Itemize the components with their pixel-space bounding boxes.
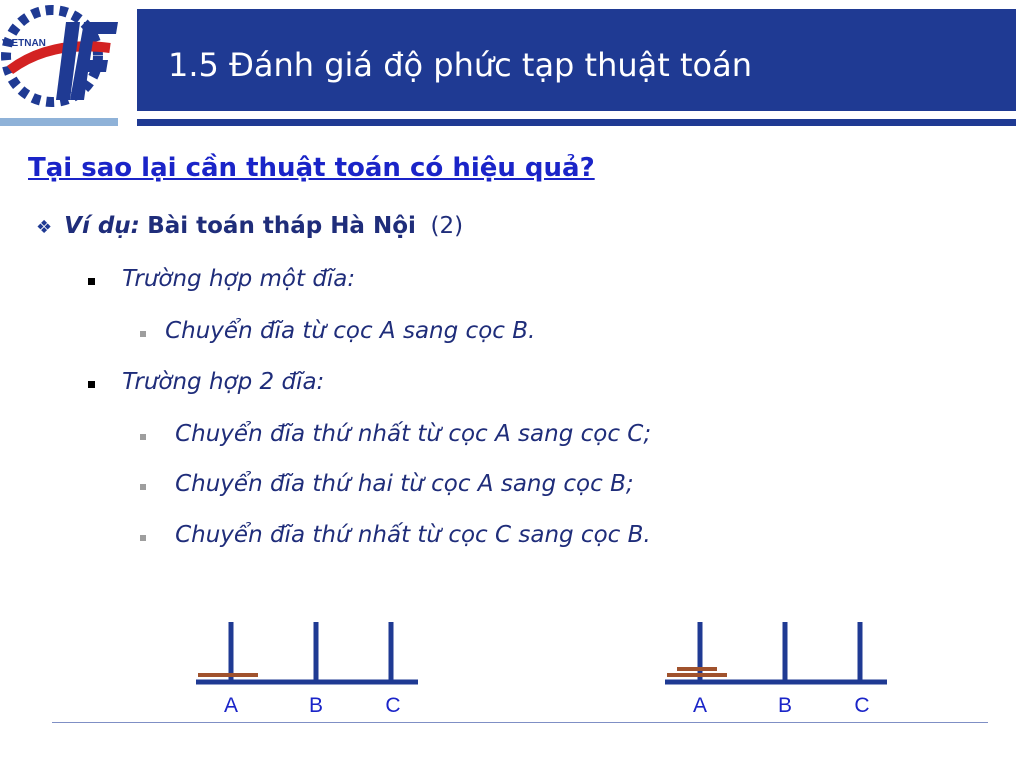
header-underline: [137, 119, 1016, 126]
hanoi-figure-two-disks: [665, 618, 925, 718]
peg-label: A: [692, 694, 708, 717]
bullet-two-disks: Trường hợp 2 đĩa:: [88, 369, 324, 395]
square-bullet-icon: [140, 484, 146, 490]
logo-underline: [0, 118, 118, 126]
sub-bullet: Chuyển đĩa thứ nhất từ cọc C sang cọc B.: [140, 522, 651, 548]
sub-bullet: Chuyển đĩa từ cọc A sang cọc B.: [140, 318, 535, 344]
svg-text:VIETNAN: VIETNAN: [2, 38, 46, 49]
example-prefix: Ví dụ:: [64, 213, 140, 239]
footer-divider: [52, 722, 988, 723]
example-number: (2): [430, 213, 464, 239]
square-bullet-icon: [140, 331, 146, 337]
square-bullet-icon: [88, 381, 95, 388]
square-bullet-icon: [140, 535, 146, 541]
page-title: 1.5 Đánh giá độ phức tạp thuật toán: [168, 46, 752, 84]
bullet-one-disk: Trường hợp một đĩa:: [88, 266, 355, 292]
square-bullet-icon: [140, 434, 146, 440]
peg-label: A: [223, 694, 239, 717]
peg-label: B: [777, 694, 793, 717]
sub-bullet: Chuyển đĩa thứ nhất từ cọc A sang cọc C;: [140, 421, 651, 447]
example-topic: Bài toán tháp Hà Nội: [147, 213, 416, 239]
hanoi-figure-one-disk: [196, 618, 456, 718]
peg-label: B: [308, 694, 324, 717]
logo: [0, 0, 122, 124]
peg-label: C: [385, 694, 401, 717]
square-bullet-icon: [88, 278, 95, 285]
diamond-bullet-icon: ❖: [36, 217, 53, 238]
peg-label: C: [854, 694, 870, 717]
sub-bullet: Chuyển đĩa thứ hai từ cọc A sang cọc B;: [140, 471, 634, 497]
example-line: [36, 213, 463, 239]
question-heading: Tại sao lại cần thuật toán có hiệu quả?: [28, 153, 595, 183]
